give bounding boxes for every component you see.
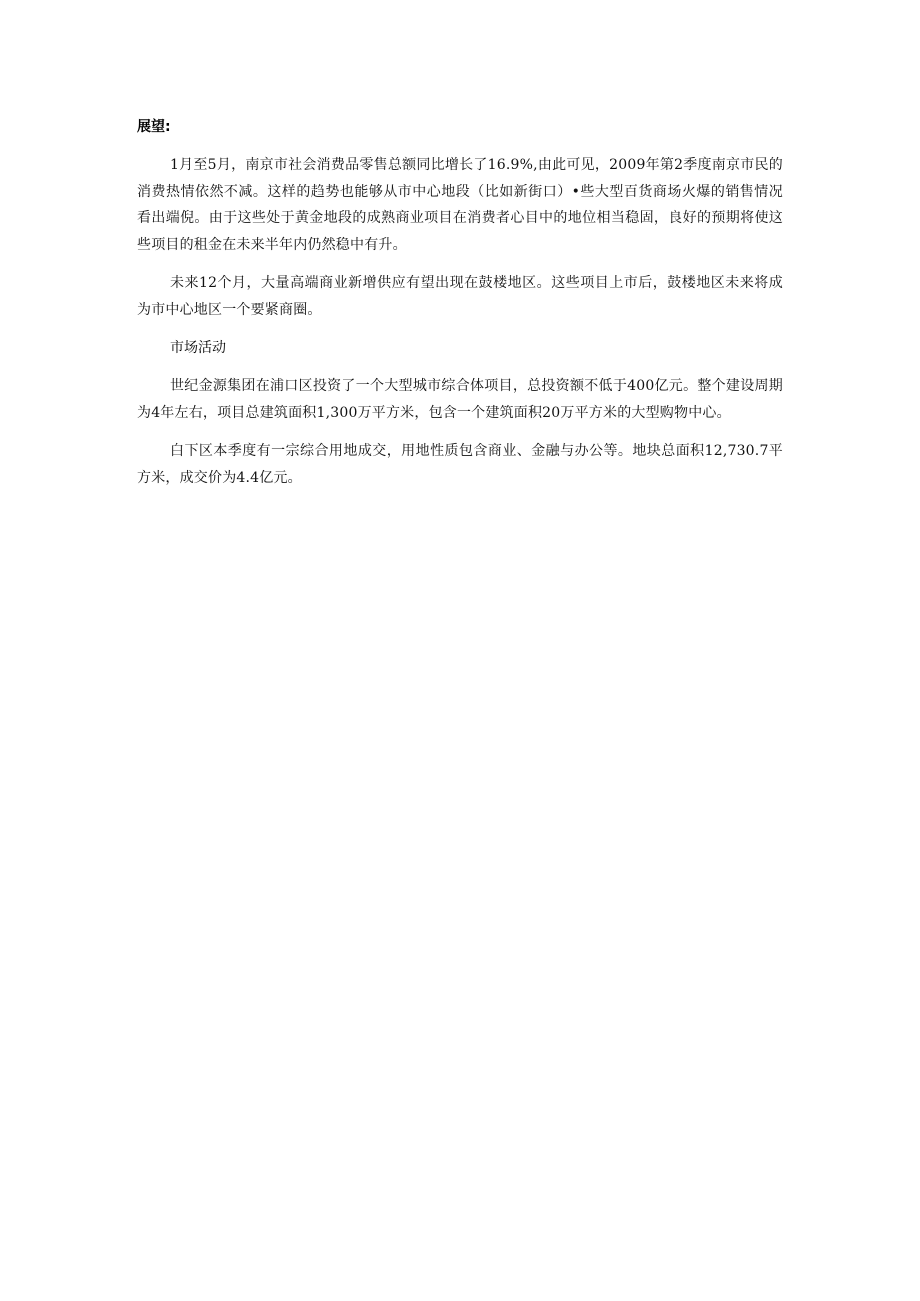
document-page — [137, 114, 783, 503]
paragraph-outlook-2: 未来12个月，大量高端商业新增供应有望出现在鼓楼地区。这些项目上市后，鼓楼地区未来将成为市中心地区一个要紧商圈。 — [137, 275, 783, 318]
section-heading-outlook: 展望: — [137, 119, 171, 135]
section-heading-market-activity: 市场活动 — [170, 340, 226, 356]
paragraph-market-2: 白下区本季度有一宗综合用地成交，用地性质包含商业、金融与办公等。地块总面积12,730.7平方米，成交价为4.4亿元。 — [137, 443, 783, 486]
paragraph-market-1: 世纪金源集团在浦口区投资了一个大型城市综合体项目，总投资额不低于400亿元。整个建设周期为4年左右，项目总建筑面积1,300万平方米，包含一个建筑面积20万平方米的大型购物中心。 — [137, 378, 783, 421]
paragraph-outlook-1: 1月至5月，南京市社会消费品零售总额同比增长了16.9%,由此可见，2009年第2季度南京市民的消费热情依然不减。这样的趋势也能够从市中心地段（比如新街口）•些大型百货商场火爆的销售情况看出端倪。由于这些处于黄金地段的成熟商业项目在消费者心目中的地位相当稳固，良好的预期将使这些项目的租金在未来半年内仍然稳中有升。 — [137, 157, 783, 253]
